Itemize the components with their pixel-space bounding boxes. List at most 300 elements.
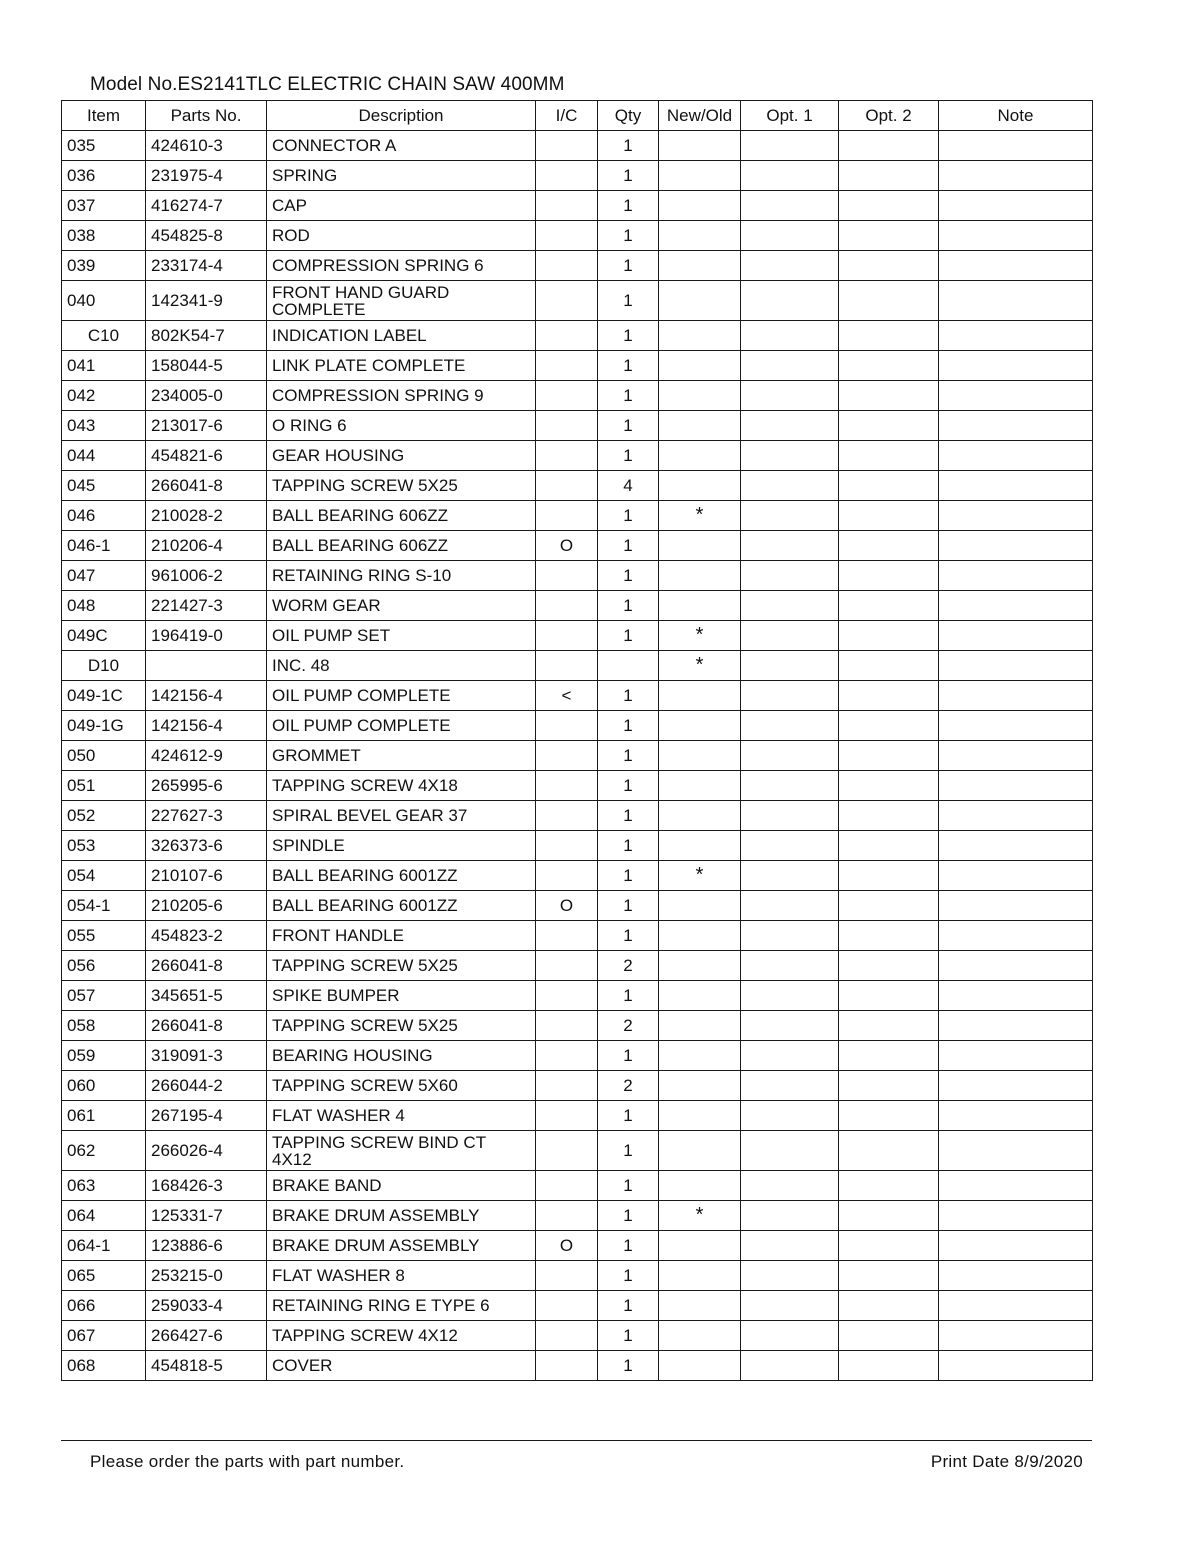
part-description: CONNECTOR A	[267, 131, 536, 161]
table-row	[62, 411, 1093, 441]
opt1-cell	[741, 1291, 839, 1321]
opt2-cell	[839, 1201, 939, 1231]
new-old-mark	[659, 921, 741, 951]
interchange-mark: O	[536, 891, 598, 921]
new-old-mark	[659, 131, 741, 161]
opt2-cell	[839, 711, 939, 741]
part-description: BRAKE DRUM ASSEMBLY	[267, 1231, 536, 1261]
note-cell	[939, 621, 1093, 651]
part-number: 266026-4	[146, 1131, 267, 1171]
footer-divider	[61, 1440, 1092, 1441]
quantity: 2	[598, 951, 659, 981]
part-description: SPIRAL BEVEL GEAR 37	[267, 801, 536, 831]
item-number: 061	[62, 1101, 146, 1131]
part-number: 210028-2	[146, 501, 267, 531]
opt1-cell	[741, 741, 839, 771]
note-cell	[939, 441, 1093, 471]
quantity: 1	[598, 741, 659, 771]
interchange-mark	[536, 741, 598, 771]
new-old-mark	[659, 831, 741, 861]
part-number: 266041-8	[146, 951, 267, 981]
opt2-cell	[839, 741, 939, 771]
interchange-mark	[536, 951, 598, 981]
interchange-mark: <	[536, 681, 598, 711]
opt2-cell	[839, 771, 939, 801]
item-number: 067	[62, 1321, 146, 1351]
quantity: 1	[598, 501, 659, 531]
interchange-mark	[536, 1291, 598, 1321]
footer-print-date: Print Date 8/9/2020	[930, 1452, 1083, 1471]
opt1-cell	[741, 861, 839, 891]
opt2-cell	[839, 161, 939, 191]
part-number: 253215-0	[146, 1261, 267, 1291]
opt2-cell	[839, 831, 939, 861]
opt1-cell	[741, 981, 839, 1011]
part-description: TAPPING SCREW BIND CT 4X12	[267, 1131, 536, 1171]
part-number: 221427-3	[146, 591, 267, 621]
part-number: 210107-6	[146, 861, 267, 891]
new-old-mark	[659, 531, 741, 561]
note-cell	[939, 1131, 1093, 1171]
item-number: 054-1	[62, 891, 146, 921]
note-cell	[939, 1171, 1093, 1201]
note-cell	[939, 711, 1093, 741]
table-row	[62, 501, 1093, 531]
note-cell	[939, 651, 1093, 681]
item-number: 049C	[62, 621, 146, 651]
quantity: 1	[598, 251, 659, 281]
opt1-cell	[741, 711, 839, 741]
opt1-cell	[741, 651, 839, 681]
quantity: 1	[598, 1171, 659, 1201]
interchange-mark	[536, 191, 598, 221]
item-number: 053	[62, 831, 146, 861]
opt2-cell	[839, 1131, 939, 1171]
opt2-cell	[839, 1261, 939, 1291]
table-row	[62, 251, 1093, 281]
note-cell	[939, 471, 1093, 501]
interchange-mark	[536, 221, 598, 251]
part-description: BRAKE BAND	[267, 1171, 536, 1201]
note-cell	[939, 1261, 1093, 1291]
opt2-cell	[839, 351, 939, 381]
new-old-mark	[659, 771, 741, 801]
part-number: 227627-3	[146, 801, 267, 831]
opt2-cell	[839, 561, 939, 591]
quantity: 1	[598, 1101, 659, 1131]
part-number: 266041-8	[146, 471, 267, 501]
quantity: 1	[598, 891, 659, 921]
part-description: FRONT HAND GUARD COMPLETE	[267, 281, 536, 321]
opt1-cell	[741, 351, 839, 381]
part-number: 123886-6	[146, 1231, 267, 1261]
opt1-cell	[741, 1321, 839, 1351]
table-row	[62, 471, 1093, 501]
opt1-cell	[741, 561, 839, 591]
new-old-mark	[659, 471, 741, 501]
interchange-mark	[536, 441, 598, 471]
note-cell	[939, 861, 1093, 891]
part-description: COMPRESSION SPRING 9	[267, 381, 536, 411]
item-number: C10	[62, 321, 146, 351]
opt1-cell	[741, 801, 839, 831]
new-old-mark	[659, 321, 741, 351]
table-row	[62, 741, 1093, 771]
table-row	[62, 771, 1093, 801]
interchange-mark	[536, 1321, 598, 1351]
note-cell	[939, 501, 1093, 531]
item-number: 060	[62, 1071, 146, 1101]
part-number: 210206-4	[146, 531, 267, 561]
quantity: 1	[598, 771, 659, 801]
quantity: 1	[598, 1321, 659, 1351]
col-header-note: Note	[939, 101, 1093, 131]
part-description: TAPPING SCREW 4X12	[267, 1321, 536, 1351]
new-old-mark	[659, 1101, 741, 1131]
part-description: SPINDLE	[267, 831, 536, 861]
new-old-mark	[659, 281, 741, 321]
quantity: 1	[598, 161, 659, 191]
item-number: 046-1	[62, 531, 146, 561]
part-description: TAPPING SCREW 5X25	[267, 471, 536, 501]
note-cell	[939, 1201, 1093, 1231]
interchange-mark	[536, 281, 598, 321]
opt1-cell	[741, 471, 839, 501]
new-old-mark	[659, 591, 741, 621]
opt1-cell	[741, 831, 839, 861]
quantity: 1	[598, 321, 659, 351]
part-description: SPIKE BUMPER	[267, 981, 536, 1011]
opt1-cell	[741, 251, 839, 281]
item-number: 059	[62, 1041, 146, 1071]
part-number: 266427-6	[146, 1321, 267, 1351]
table-row	[62, 1291, 1093, 1321]
interchange-mark	[536, 1131, 598, 1171]
col-header-ic: I/C	[536, 101, 598, 131]
part-description: BALL BEARING 6001ZZ	[267, 861, 536, 891]
new-old-mark	[659, 951, 741, 981]
interchange-mark	[536, 711, 598, 741]
part-number: 454825-8	[146, 221, 267, 251]
interchange-mark	[536, 1041, 598, 1071]
interchange-mark	[536, 471, 598, 501]
interchange-mark	[536, 1351, 598, 1381]
part-number: 234005-0	[146, 381, 267, 411]
note-cell	[939, 411, 1093, 441]
note-cell	[939, 1071, 1093, 1101]
opt1-cell	[741, 191, 839, 221]
part-number: 142341-9	[146, 281, 267, 321]
opt2-cell	[839, 921, 939, 951]
part-number: 266044-2	[146, 1071, 267, 1101]
table-row	[62, 1261, 1093, 1291]
item-number: 037	[62, 191, 146, 221]
new-old-mark	[659, 1291, 741, 1321]
item-number: 049-1G	[62, 711, 146, 741]
note-cell	[939, 921, 1093, 951]
part-description: GEAR HOUSING	[267, 441, 536, 471]
part-description: GROMMET	[267, 741, 536, 771]
note-cell	[939, 951, 1093, 981]
quantity: 1	[598, 531, 659, 561]
note-cell	[939, 161, 1093, 191]
note-cell	[939, 681, 1093, 711]
interchange-mark	[536, 771, 598, 801]
part-description: BALL BEARING 606ZZ	[267, 531, 536, 561]
interchange-mark	[536, 411, 598, 441]
table-row	[62, 951, 1093, 981]
quantity: 1	[598, 591, 659, 621]
item-number: 050	[62, 741, 146, 771]
opt1-cell	[741, 441, 839, 471]
new-old-mark: *	[659, 1201, 741, 1231]
quantity: 1	[598, 1291, 659, 1321]
quantity: 1	[598, 1201, 659, 1231]
parts-table	[61, 100, 1093, 1381]
opt1-cell	[741, 921, 839, 951]
quantity: 1	[598, 831, 659, 861]
new-old-mark	[659, 1171, 741, 1201]
item-number: 040	[62, 281, 146, 321]
part-number: 142156-4	[146, 681, 267, 711]
interchange-mark	[536, 1201, 598, 1231]
part-number: 319091-3	[146, 1041, 267, 1071]
interchange-mark	[536, 651, 598, 681]
interchange-mark	[536, 1071, 598, 1101]
quantity: 1	[598, 221, 659, 251]
item-number: 044	[62, 441, 146, 471]
item-number: 049-1C	[62, 681, 146, 711]
opt2-cell	[839, 441, 939, 471]
opt1-cell	[741, 1231, 839, 1261]
part-description: O RING 6	[267, 411, 536, 441]
interchange-mark: O	[536, 1231, 598, 1261]
table-row	[62, 921, 1093, 951]
table-row	[62, 191, 1093, 221]
opt2-cell	[839, 651, 939, 681]
new-old-mark	[659, 801, 741, 831]
part-number: 213017-6	[146, 411, 267, 441]
part-number: 961006-2	[146, 561, 267, 591]
interchange-mark	[536, 1261, 598, 1291]
item-number: 045	[62, 471, 146, 501]
quantity: 1	[598, 1041, 659, 1071]
part-number: 196419-0	[146, 621, 267, 651]
table-row	[62, 441, 1093, 471]
interchange-mark	[536, 351, 598, 381]
opt1-cell	[741, 1261, 839, 1291]
table-row	[62, 591, 1093, 621]
page-title: Model No.ES2141TLC ELECTRIC CHAIN SAW 400MM	[90, 74, 565, 95]
part-description: RETAINING RING E TYPE 6	[267, 1291, 536, 1321]
col-header-description: Description	[267, 101, 536, 131]
opt1-cell	[741, 501, 839, 531]
opt2-cell	[839, 801, 939, 831]
new-old-mark: *	[659, 651, 741, 681]
note-cell	[939, 801, 1093, 831]
quantity: 4	[598, 471, 659, 501]
interchange-mark	[536, 1011, 598, 1041]
item-number: 047	[62, 561, 146, 591]
opt2-cell	[839, 1291, 939, 1321]
item-number: 041	[62, 351, 146, 381]
new-old-mark	[659, 381, 741, 411]
opt1-cell	[741, 591, 839, 621]
note-cell	[939, 981, 1093, 1011]
new-old-mark	[659, 161, 741, 191]
opt2-cell	[839, 591, 939, 621]
opt2-cell	[839, 951, 939, 981]
note-cell	[939, 221, 1093, 251]
opt1-cell	[741, 681, 839, 711]
part-number: 158044-5	[146, 351, 267, 381]
opt1-cell	[741, 1071, 839, 1101]
quantity: 1	[598, 191, 659, 221]
note-cell	[939, 831, 1093, 861]
note-cell	[939, 1041, 1093, 1071]
item-number: 068	[62, 1351, 146, 1381]
interchange-mark	[536, 591, 598, 621]
quantity: 1	[598, 351, 659, 381]
table-row	[62, 321, 1093, 351]
part-number: 265995-6	[146, 771, 267, 801]
part-description: BRAKE DRUM ASSEMBLY	[267, 1201, 536, 1231]
new-old-mark	[659, 1261, 741, 1291]
table-row	[62, 831, 1093, 861]
interchange-mark	[536, 921, 598, 951]
note-cell	[939, 891, 1093, 921]
note-cell	[939, 741, 1093, 771]
part-description: TAPPING SCREW 4X18	[267, 771, 536, 801]
opt1-cell	[741, 411, 839, 441]
quantity: 1	[598, 1131, 659, 1171]
note-cell	[939, 1321, 1093, 1351]
note-cell	[939, 531, 1093, 561]
table-row	[62, 131, 1093, 161]
new-old-mark	[659, 1321, 741, 1351]
part-description: OIL PUMP COMPLETE	[267, 681, 536, 711]
opt1-cell	[741, 321, 839, 351]
interchange-mark	[536, 251, 598, 281]
new-old-mark	[659, 1351, 741, 1381]
table-row	[62, 1071, 1093, 1101]
opt1-cell	[741, 1011, 839, 1041]
opt2-cell	[839, 681, 939, 711]
item-number: 048	[62, 591, 146, 621]
part-description: CAP	[267, 191, 536, 221]
opt1-cell	[741, 891, 839, 921]
opt2-cell	[839, 1071, 939, 1101]
interchange-mark	[536, 161, 598, 191]
new-old-mark	[659, 441, 741, 471]
part-description: INC. 48	[267, 651, 536, 681]
part-description: TAPPING SCREW 5X25	[267, 1011, 536, 1041]
table-header-row	[62, 101, 1093, 131]
part-description: TAPPING SCREW 5X25	[267, 951, 536, 981]
opt2-cell	[839, 1101, 939, 1131]
opt2-cell	[839, 321, 939, 351]
new-old-mark	[659, 251, 741, 281]
new-old-mark	[659, 741, 741, 771]
part-number	[146, 651, 267, 681]
opt1-cell	[741, 621, 839, 651]
interchange-mark	[536, 621, 598, 651]
part-number: 454821-6	[146, 441, 267, 471]
note-cell	[939, 771, 1093, 801]
part-description: OIL PUMP SET	[267, 621, 536, 651]
table-row	[62, 561, 1093, 591]
table-row	[62, 801, 1093, 831]
new-old-mark	[659, 1011, 741, 1041]
part-description: COVER	[267, 1351, 536, 1381]
part-number: 802K54-7	[146, 321, 267, 351]
part-description: FLAT WASHER 4	[267, 1101, 536, 1131]
quantity: 1	[598, 561, 659, 591]
table-row	[62, 1041, 1093, 1071]
opt1-cell	[741, 281, 839, 321]
interchange-mark	[536, 801, 598, 831]
part-description: FRONT HANDLE	[267, 921, 536, 951]
opt1-cell	[741, 1101, 839, 1131]
table-row	[62, 1321, 1093, 1351]
new-old-mark	[659, 1041, 741, 1071]
note-cell	[939, 351, 1093, 381]
item-number: 042	[62, 381, 146, 411]
item-number: 063	[62, 1171, 146, 1201]
quantity: 1	[598, 921, 659, 951]
item-number: 064	[62, 1201, 146, 1231]
opt1-cell	[741, 1351, 839, 1381]
opt2-cell	[839, 891, 939, 921]
opt2-cell	[839, 471, 939, 501]
table-row	[62, 531, 1093, 561]
quantity: 1	[598, 711, 659, 741]
part-description: BALL BEARING 6001ZZ	[267, 891, 536, 921]
new-old-mark	[659, 561, 741, 591]
part-number: 454823-2	[146, 921, 267, 951]
item-number: 052	[62, 801, 146, 831]
part-description: TAPPING SCREW 5X60	[267, 1071, 536, 1101]
item-number: 046	[62, 501, 146, 531]
table-row	[62, 1131, 1093, 1171]
note-cell	[939, 191, 1093, 221]
part-description: OIL PUMP COMPLETE	[267, 711, 536, 741]
item-number: 066	[62, 1291, 146, 1321]
opt1-cell	[741, 531, 839, 561]
new-old-mark	[659, 981, 741, 1011]
item-number: 056	[62, 951, 146, 981]
note-cell	[939, 1351, 1093, 1381]
part-description: FLAT WASHER 8	[267, 1261, 536, 1291]
item-number: 036	[62, 161, 146, 191]
part-description: INDICATION LABEL	[267, 321, 536, 351]
item-number: 057	[62, 981, 146, 1011]
table-row	[62, 711, 1093, 741]
opt1-cell	[741, 951, 839, 981]
table-row	[62, 1231, 1093, 1261]
opt1-cell	[741, 381, 839, 411]
interchange-mark: O	[536, 531, 598, 561]
part-number: 125331-7	[146, 1201, 267, 1231]
item-number: 035	[62, 131, 146, 161]
new-old-mark	[659, 1071, 741, 1101]
new-old-mark	[659, 221, 741, 251]
new-old-mark	[659, 711, 741, 741]
opt1-cell	[741, 221, 839, 251]
new-old-mark	[659, 191, 741, 221]
part-description: BEARING HOUSING	[267, 1041, 536, 1071]
col-header-opt2: Opt. 2	[839, 101, 939, 131]
